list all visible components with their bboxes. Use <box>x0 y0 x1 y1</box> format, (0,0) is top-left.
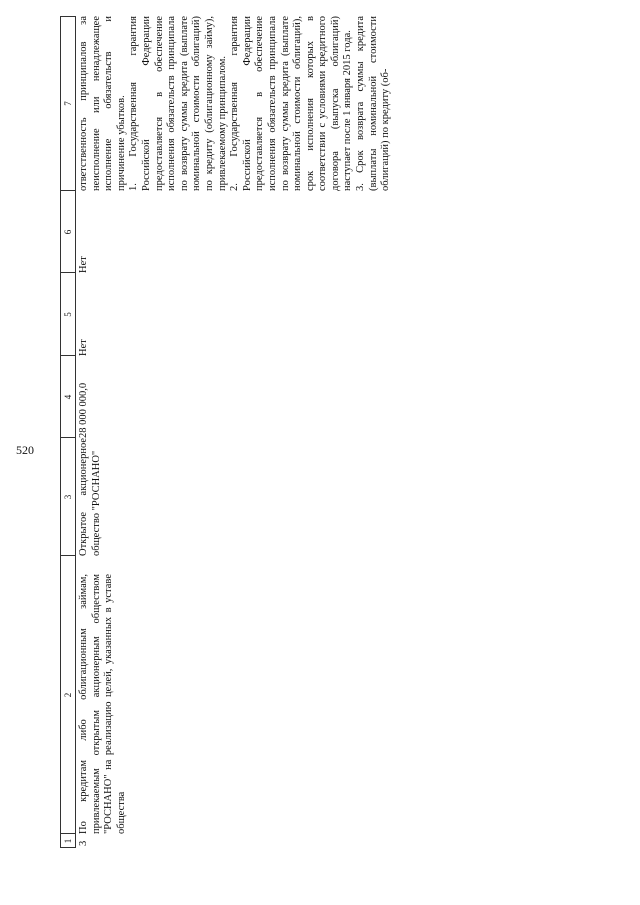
guarantee-table <box>60 16 584 848</box>
table-row <box>74 16 584 848</box>
condition-paragraph: 3. Срок возврата суммы кредита (выплаты номинальной стоимости облигаций) по кредиту (об- <box>355 16 392 191</box>
condition-paragraph: 2. Государственная гарантия Российской Федерации предоставляется в обеспечение исполнения обязательств принципала по возврату суммы кредита (выплате номинальной стоимости облигаций), срок исполнения которых в соответствии с условиями кредитного договора (выпуска облигаций) наступает после 1 января 2015 года. <box>229 16 354 191</box>
header-col-2: 2 <box>63 692 73 698</box>
header-col-1: 1 <box>63 838 73 844</box>
row-col6: Нет <box>78 256 89 273</box>
row-number: 3 <box>78 840 89 846</box>
row-col5: Нет <box>78 339 89 356</box>
row-description: По кредитам либо облигационным займам, привлекаемым открытым акционерным обществом "РОСНАНО" на реализацию целей, указанных в уставе общества <box>78 574 127 834</box>
header-col-7: 7 <box>63 101 73 106</box>
page-number: 520 <box>16 443 34 457</box>
header-col-6: 6 <box>63 229 73 235</box>
condition-paragraph: ответственность принципалов за неисполнение или ненадлежащее исполнение обязательств и причинение убытков. <box>78 16 127 191</box>
row-principal: Открытое акционерное общество "РОСНАНО" <box>78 438 102 556</box>
header-col-5: 5 <box>63 312 73 317</box>
condition-paragraph: 1. Государственная гарантия Российской Федерации предоставляется в обеспечение исполнения обязательств принципала по возврату суммы кредита (выплате номинальной стоимости облигаций) по кредиту (облигационному займу), привлекаемому принципалом. <box>128 16 228 191</box>
divider <box>61 16 75 17</box>
row-conditions <box>78 16 393 191</box>
header-col-4: 4 <box>63 394 73 400</box>
header-col-3: 3 <box>63 494 73 500</box>
row-amount: 28 000 000,0 <box>78 382 89 438</box>
